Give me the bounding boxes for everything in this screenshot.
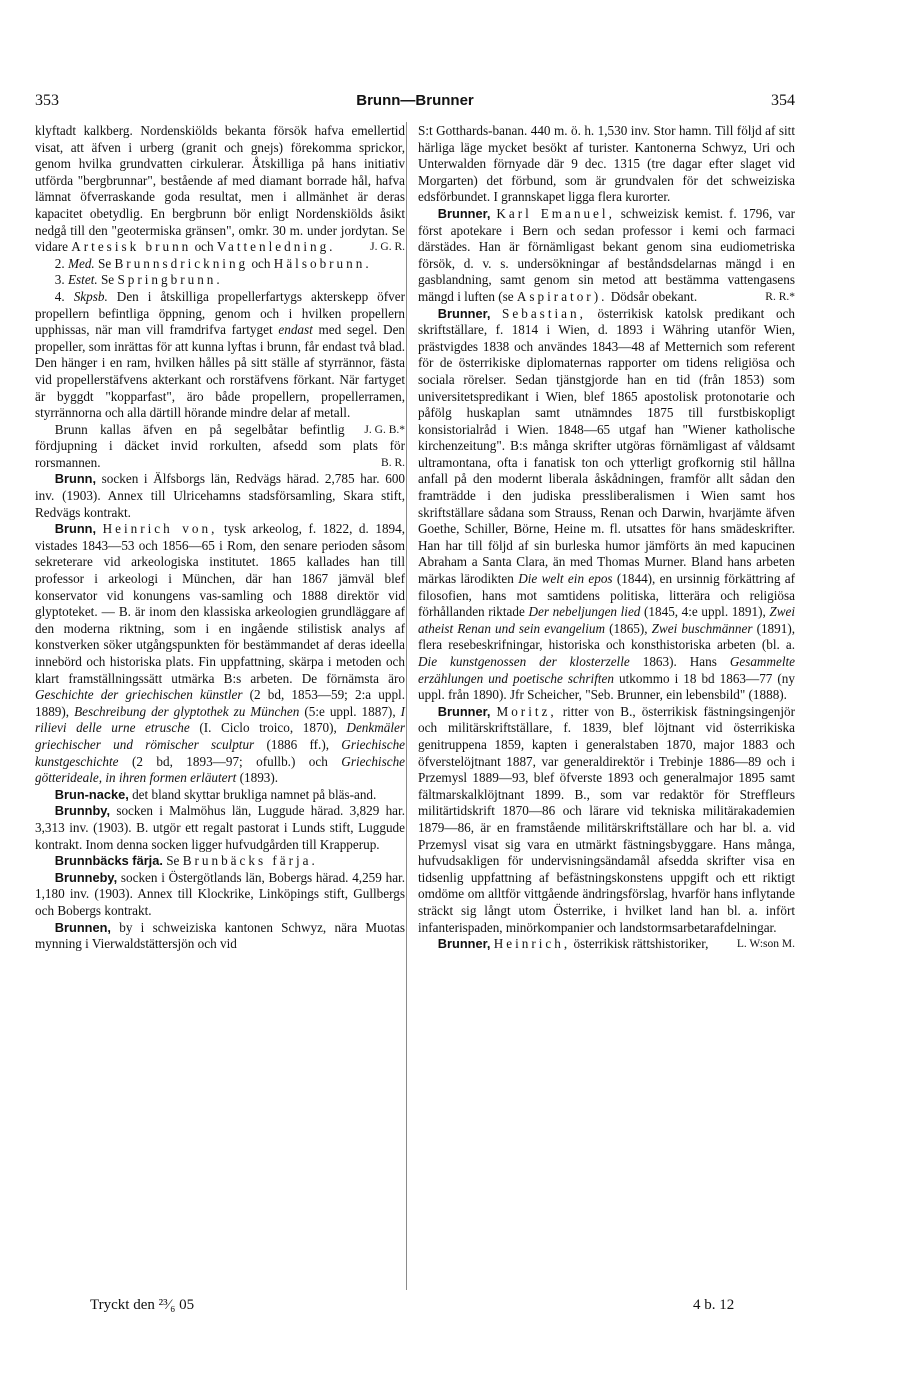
entry-brunn-4: 4. Skpsb. Den i åtskilliga propellerfartygs akterskepp öfver propellern befintliga öppning, genom och i hvilken propellern upphissas, när man vill framdrifva fartyget endast med segel. Den propeller, som inrättas för att kunna lyftas i brunn, får endast två blad. Den hänger i en ram, hvilken hålles på sitt ställe af styrrännor, fästa vid propellerstäfvens akterkant och rorstäfvens förkant. När fartyget är byggdt "kopparfast", äro både propellern, propellerramen, styrrännorna och alla därtill hörande mindre delar af metall. J. G. B.* (35, 289, 405, 422)
entry-brunn-2: 2. Med. Se Brunnsdrickning och Hälsobrunn. (54, 255, 372, 271)
entry-brunner-karl: Brunner, Karl Emanuel, schweizisk kemist. f. 1796, var först apotekare i Bern och sedan professor i kemi och farmaci därstädes. Han är förnämligast bekant genom sina eudiometriska försök, d. v. s. undersökningar af beståndsdelarnas mängd i en gasblandning, samt genom sin metod att bestämma vattengasens mängd i luften (se Aspirator). Dödsår obekant. R. R.* (418, 205, 795, 304)
cross-reference[interactable]: Hälsobrunn. (273, 255, 372, 271)
entry-brunn-socken: Brunn, socken i Älfsborgs län, Redvägs härad. 2,785 har. 600 inv. (1903). Annex till Ulricehamns stadsförsamling, Skara stift, Redvägs kontrakt. (35, 471, 406, 520)
cross-reference[interactable]: Brunnsdrickning (114, 255, 249, 271)
author-signature: J. G. B.* (364, 423, 405, 436)
entry-brunn-1-cont: klyftadt kalkberg. Nordenskiölds bekanta försök hafva emellertid visat, att äfven i urberg (granit och gnejs) förekomma sprickor, genom hvilka grundvatten cirkulerar. Åtskilliga på hans initiativ utförda "bergbrunnar", bestående af med diamant borrade hål, hafva lämnat öfverraskande goda resultat, men i allmänhet är deras kapacitet obetydlig. En bergbrunn bör enligt Nordenskiölds åsikt nedgå till den "geotermiska gränsen", omkr. 30 m. under jordytan. Se vidare Artesisk brunn och Vattenledning. J. G. R. (35, 123, 405, 255)
entry-brun-nacke: Brun-nacke, det bland skyttar brukliga namnet på bläs-and. (54, 786, 377, 802)
page-number-right: 354 (771, 92, 795, 109)
entry-brunn-4b: Brunn kallas äfven en på segelbåtar befintlig fördjupning i däcket invid rorkulten, afsedd som plats för rorsmannen. B. R. (35, 421, 405, 470)
entry-brunnby: Brunnby, socken i Malmöhus län, Luggude härad. 3,829 har. 3,313 inv. (1903). B. utgör ett regalt pastorat i Lunds stift, Luggude kontrakt. Inom denna socken ligger hufvudgården till Krapperup. (35, 803, 405, 852)
author-signature: R. R.* (765, 290, 795, 303)
page-header (35, 92, 795, 112)
cross-reference[interactable]: Springbrunn. (117, 272, 223, 288)
cross-reference[interactable]: Vattenledning. (216, 239, 336, 255)
sheet-signature: 4 b. 12 (693, 1297, 735, 1313)
page-footer (35, 1297, 795, 1317)
entry-brunnen-cont: S:t Gotthards-banan. 440 m. ö. h. 1,530 inv. Stor hamn. Till följd af sitt härliga läge mycket besökt af turister. Kantonerna Schwyz, Uri och Unterwalden förnyade där 9 dec. 1315 (tre dagar efter slaget vid Morgarten) det förbund, som är grundvalen för det schweiziska edsförbundet. I grannskapet ligga flera kurorter. (418, 123, 795, 205)
page-number-left: 353 (35, 92, 59, 109)
entry-brunneby: Brunneby, socken i Östergötlands län, Bobergs härad. 4,259 har. 1,180 inv. (1903). Annex till Klockrike, Linköpings stift, Gullbergs och Bobergs kontrakt. (35, 869, 406, 918)
column-divider (406, 122, 407, 1290)
headword: Brunnen, (54, 919, 111, 935)
headword: Brunner, (437, 305, 491, 321)
headword: Brunner, (437, 703, 491, 719)
cross-reference[interactable]: Artesisk brunn (71, 239, 192, 255)
author-signature: J. G. R. (370, 241, 405, 254)
print-date: Tryckt den ²³⁄₆ 05 (90, 1297, 195, 1313)
entry-brunner-moritz: Brunner, Moritz, ritter von B., österrikisk fästningsingenjör och militärskriftställare, f. 1839, blef löjtnant vid österrikiska genitruppena 1859, kapten i generalstaben 1870, major 1883 och öfverstelöjtnant 1887, var generaldirektör i Trebinje 1886—89 och i Przemysl 1889—93, blef öfverste 1893 och generalmajor 1895 samt fältmarskalklöjtnant 1899. B., som var redaktör för Streffleurs militärtidskrift 1870—86 och lärare vid tekniska militärakademien 1879—86, är en framstående militärskriftställare och har bl. a. vid Przemysl visat sig vara en utmärkt fästningsbyggare. Hans många, hufvudsakligen för undervisningsändamål afsedda skrifter visa en tidsenlig uppfattning af befästningskonstens uppgift och ett riktigt omdöme om alltför vittgående ändringsförslag, hvarför hans inflytande sträckt sig långt utom Österrike, i hvilket land han bl. a. infört infanterispaden, minörkompanier och landstormsarbetarafdelningar. L. W:son M. (418, 704, 795, 936)
headword: Brunnbäcks färja. (54, 853, 163, 869)
headword: Brunn, (54, 521, 97, 537)
headword: Brunner, (437, 205, 491, 221)
running-title: Brunn—Brunner (356, 92, 474, 109)
entry-brunner-heinrich: Brunner, Heinrich, österrikisk rättshistoriker, (437, 936, 709, 952)
headword: Brunnby, (54, 803, 111, 819)
headword: Brunn, (54, 471, 97, 487)
cross-reference[interactable]: Aspirator). (516, 288, 608, 304)
headword: Brunneby, (54, 869, 118, 885)
cross-reference[interactable]: Brunbäcks färja. (182, 853, 318, 869)
entry-brunner-sebastian: Brunner, Sebastian, österrikisk katolsk predikant och skriftställare, f. 1814 i Wien, d. 1893 i Währing utanför Wien, prästvigdes 1838 och användes 1843—48 af Metternich som referent för de österrikiske diplomaternas rapporter om tidens religiösa och sociala rörelser. Sedan tjänstgjorde han en tid (från 1853) som universitetspredikant i Wien, blef 1865 apostolisk protonotarie och påfölg huskaplan samt utnämndes 1875 till furstbiskopligt konsistorialråd i Wien. 1848—65 utgaf han "Wiener katholische kirchenzeitung". B:s många skrifter utgöras förnämligast af våldsamt ultramontana, ofta i fanatisk ton och ytterligt grofkornig stil hållna anfall på den modernt liberala åskådningen, framför allt sådan den framträdde i den judiska pressliberalismen i Wien samt hos skriftställare sådana som Strauss, Renan och Darwin, hvarjämte äfven Goethe, Schiller, Börne, Heine m. fl. utsattes för hans smädeskrifter. Han har till följd af sin burleska humor jämförts än med kapucinen Abraham a Santa Clara, än med Thomas Murner. Bland hans arbeten märkas lärodikten Die welt ein epos (1844), en ursinnig förkättring af filosofien, hans mot samtidens politiska, litterära och religiösa förhållanden riktade Der nebeljungen lied (1845, 4:e uppl. 1891), Zwei atheist Renan und sein evangelium (1865), Zwei buschmänner (1891), flera resebeskrifningar, historiska och konsthistoriska arbeten (bl. a. Die kunstgenossen der klosterzelle 1863). Hans Gesammelte erzählungen und poetische schriften utkommo i 18 bd 1863—77 (ny uppl. från 1890). Jfr Scheicher, "Seb. Brunner, ein lebensbild" (1888). (418, 305, 796, 703)
entry-brunnbacks-farja: Brunnbäcks färja. Se Brunbäcks färja. (54, 853, 318, 869)
left-column (35, 123, 405, 953)
author-signature: B. R. (381, 456, 405, 469)
entry-brunn-3: 3. Estet. Se Springbrunn. (54, 272, 223, 288)
right-column (418, 123, 795, 953)
author-signature: L. W:son M. (736, 938, 795, 951)
entry-brunn-heinrich: Brunn, Heinrich von, tysk arkeolog, f. 1822, d. 1894, vistades 1843—53 och 1856—65 i Rom, den senare perioden såsom sekreterare vid arkeologiska institutet. 1865 kallades han till professor i arkeologi i München, där han 1867 jämväl blef konservator vid konungens vas-samling och 1888 direktör vid glyptoteket. — B. är inom den klassiska arkeologien grundläggare af den moderna riktning, som i en ingående stilistisk analys af konstverken söker utgångspunkten för bestämmandet af deras ideella innebörd och historiska plats. Fin uppfattning, skärpa i metoden och klart framställningssätt utmärka B:s arbeten. De förnämsta äro Geschichte der griechischen künstler (2 bd, 1853—59; 2:a uppl. 1889), Beschreibung der glyptothek zu München (5:e uppl. 1887), I rilievi delle urne etrusche (I. Ciclo troico, 1870), Denkmäler griechischer und römischer sculptur (1886 ff.), Griechische kunstgeschichte (2 bd, 1893—97; ofullb.) och Griechische götterideale, in ihren formen erläutert (1893). (35, 521, 406, 786)
headword: Brunner, (437, 936, 491, 952)
entry-brunnen: Brunnen, by i schweiziska kantonen Schwyz, nära Muotas mynning i Vierwaldstättersjön och vid (35, 919, 405, 952)
headword: Brun-nacke, (54, 786, 129, 802)
